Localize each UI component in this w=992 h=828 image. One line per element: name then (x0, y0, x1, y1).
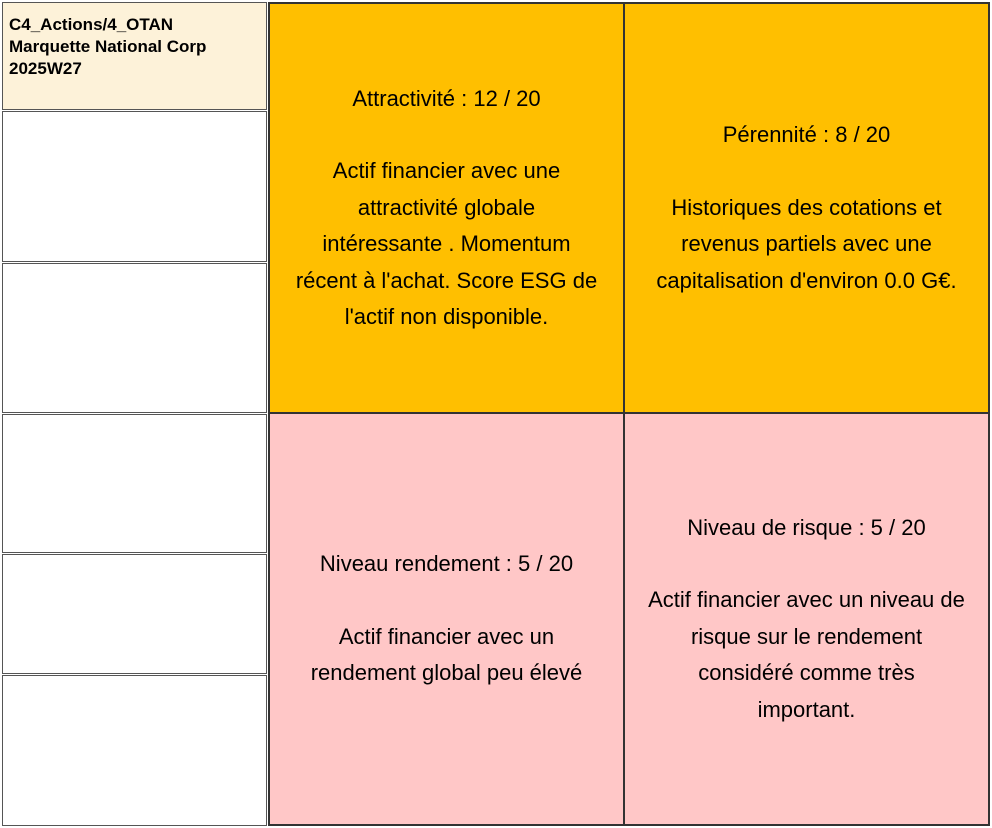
attractivite-title: Attractivité : 12 / 20 (352, 85, 541, 111)
asset-path-label: C4_Actions/4_OTAN (9, 15, 174, 34)
asset-name-label: Marquette National Corp (9, 37, 207, 56)
description-line: rendement global peu élevé (310, 660, 583, 686)
description-line: Actif financier avec un (338, 623, 555, 649)
description-line: attractivité globale (357, 194, 536, 220)
attractivite-description (296, 153, 597, 336)
description-line: revenus partiels avec une (681, 231, 932, 256)
perennite-description (656, 190, 956, 300)
perennite-quadrant (623, 2, 990, 414)
blank-cell (2, 675, 267, 826)
description-line: l'actif non disponible. (344, 304, 549, 329)
asset-header-cell (2, 2, 267, 110)
description-line: Actif financier avec un niveau de (648, 587, 965, 613)
rendement-quadrant (268, 412, 625, 826)
attractivite-quadrant (268, 2, 625, 414)
description-line: Historiques des cotations et (671, 194, 942, 220)
description-line: capitalisation d'environ 0.0 G€. (656, 267, 957, 293)
perennite-title: Pérennité : 8 / 20 (722, 122, 891, 147)
asset-week-label: 2025W27 (9, 59, 82, 78)
description-line: Actif financier avec une (332, 158, 561, 183)
description-line: récent à l'achat. Score ESG de (295, 267, 598, 293)
description-line: intéressante . Momentum (322, 231, 571, 256)
risque-description (648, 582, 965, 728)
risque-quadrant (623, 412, 990, 826)
blank-cell (2, 263, 267, 413)
blank-cell (2, 414, 267, 553)
risque-title: Niveau de risque : 5 / 20 (687, 514, 926, 540)
rendement-description (311, 619, 583, 692)
rendement-title: Niveau rendement : 5 / 20 (319, 551, 574, 577)
description-line: risque sur le rendement (690, 623, 923, 649)
blank-cell (2, 111, 267, 262)
description-line: important. (757, 696, 856, 722)
blank-cell (2, 554, 267, 674)
description-line: considéré comme très (698, 660, 915, 686)
